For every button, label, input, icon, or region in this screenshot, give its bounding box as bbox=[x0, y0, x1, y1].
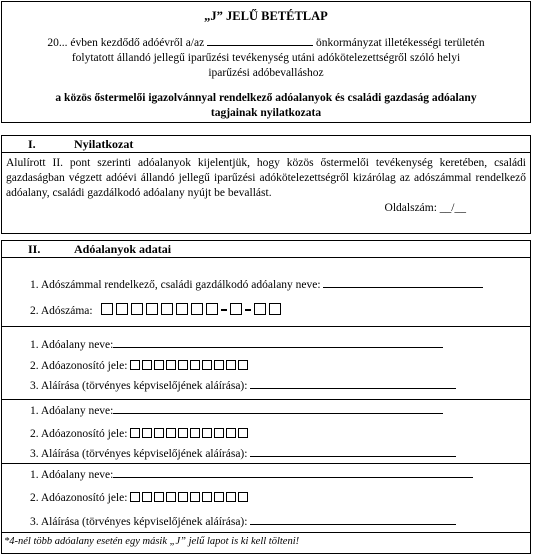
page-number-label: Oldalszám: bbox=[384, 202, 437, 214]
tax-number-field[interactable] bbox=[101, 305, 284, 317]
subtitle-line2: tagjainak nyilatkozata bbox=[210, 107, 322, 119]
taxpayer-sign-row bbox=[30, 446, 456, 460]
taxpayer-sign-row bbox=[30, 378, 456, 392]
taxpayer-name-field[interactable] bbox=[113, 403, 443, 414]
taxpayer-name-label: 1. Adóalany neve: bbox=[30, 469, 114, 481]
header-line2: folytatott állandó jellegű iparűzési tevékenység utáni adókötelezettségről szóló helyi bbox=[71, 52, 461, 64]
main-taxpayer-label: 1. Adószámmal rendelkező, családi gazdálkodó adóalany neve: bbox=[30, 279, 321, 291]
taxpayer-sign-label: 3. Aláírása (törvényes képviselőjének aláírása): bbox=[30, 380, 248, 392]
header-text bbox=[2, 35, 530, 81]
section-declaration bbox=[1, 135, 531, 234]
divider bbox=[2, 532, 530, 533]
taxpayer-name-field[interactable] bbox=[113, 467, 473, 478]
section-taxpayers bbox=[1, 240, 531, 554]
taxpayer-taxid-row bbox=[30, 360, 250, 372]
taxpayer-taxid-label: 2. Adóazonosító jele: bbox=[30, 428, 128, 440]
taxpayer-name-label: 1. Adóalany neve: bbox=[30, 339, 114, 351]
header-line1a: 20... évben kezdődő adóévről a/az bbox=[47, 37, 205, 49]
section1-header bbox=[2, 136, 530, 153]
municipality-field[interactable] bbox=[207, 35, 313, 46]
taxpayer-signature-field[interactable] bbox=[250, 446, 456, 457]
taxpayer-taxid-label: 2. Adóazonosító jele: bbox=[30, 492, 128, 504]
taxpayer-taxid-field[interactable] bbox=[130, 428, 250, 440]
divider bbox=[2, 326, 530, 327]
section1-title: Nyilatkozat bbox=[74, 137, 134, 151]
taxpayer-sign-label: 3. Aláírása (törvényes képviselőjének aláírása): bbox=[30, 516, 248, 528]
header-line3: iparűzési adóbevalláshoz bbox=[208, 67, 324, 79]
main-taxpayer-row bbox=[30, 277, 483, 291]
form-header bbox=[1, 1, 531, 123]
main-taxpayer-name-field[interactable] bbox=[323, 277, 483, 288]
taxpayer-taxid-field[interactable] bbox=[130, 360, 250, 372]
footnote: *4-nél több adóalany esetén egy másik „J” jelű lapot is ki kell tölteni! bbox=[4, 536, 300, 547]
section2-header bbox=[2, 241, 530, 258]
divider bbox=[2, 399, 530, 400]
header-subtitle bbox=[2, 91, 530, 121]
taxpayer-taxid-row bbox=[30, 492, 250, 504]
taxpayer-name-label: 1. Adóalany neve: bbox=[30, 405, 114, 417]
form-title: „J” JELŰ BETÉTLAP bbox=[204, 9, 328, 23]
taxpayer-name-field[interactable] bbox=[113, 337, 443, 348]
tax-number-label: 2. Adószáma: bbox=[30, 305, 93, 317]
tax-number-row bbox=[30, 303, 284, 317]
taxpayer-taxid-field[interactable] bbox=[130, 492, 250, 504]
page-number bbox=[2, 201, 530, 215]
page-number-field[interactable]: __/__ bbox=[439, 202, 466, 214]
taxpayer-name-row bbox=[30, 403, 443, 417]
taxpayer-name-row bbox=[30, 467, 473, 481]
taxpayer-taxid-label: 2. Adóazonosító jele: bbox=[30, 360, 128, 372]
divider bbox=[2, 463, 530, 464]
taxpayer-sign-label: 3. Aláírása (törvényes képviselőjének aláírása): bbox=[30, 448, 248, 460]
section2-number: II. bbox=[28, 242, 41, 256]
subtitle-line1: a közös őstermelői igazolvánnyal rendelkező adóalanyok és családi gazdaság adóalany bbox=[55, 92, 477, 104]
taxpayer-signature-field[interactable] bbox=[250, 514, 456, 525]
section1-number: I. bbox=[28, 137, 36, 151]
declaration-text: Alulírott II. pont szerinti adóalanyok kijelentjük, hogy közös őstermelői tevékenység keretében, családi gazdaságban végzett adóévi állandó jellegű iparűzési adókötelezettségről kizárólag az adószámmal rendelkező adóalany, családi gazdálkodó adóalany nyújt be bevallást. bbox=[6, 157, 526, 199]
taxpayer-sign-row bbox=[30, 514, 456, 528]
section2-title: Adóalanyok adatai bbox=[74, 242, 172, 256]
taxpayer-taxid-row bbox=[30, 428, 250, 440]
taxpayer-signature-field[interactable] bbox=[250, 378, 456, 389]
taxpayer-name-row bbox=[30, 337, 443, 351]
header-line1b: önkormányzat illetékességi területén bbox=[315, 37, 485, 49]
